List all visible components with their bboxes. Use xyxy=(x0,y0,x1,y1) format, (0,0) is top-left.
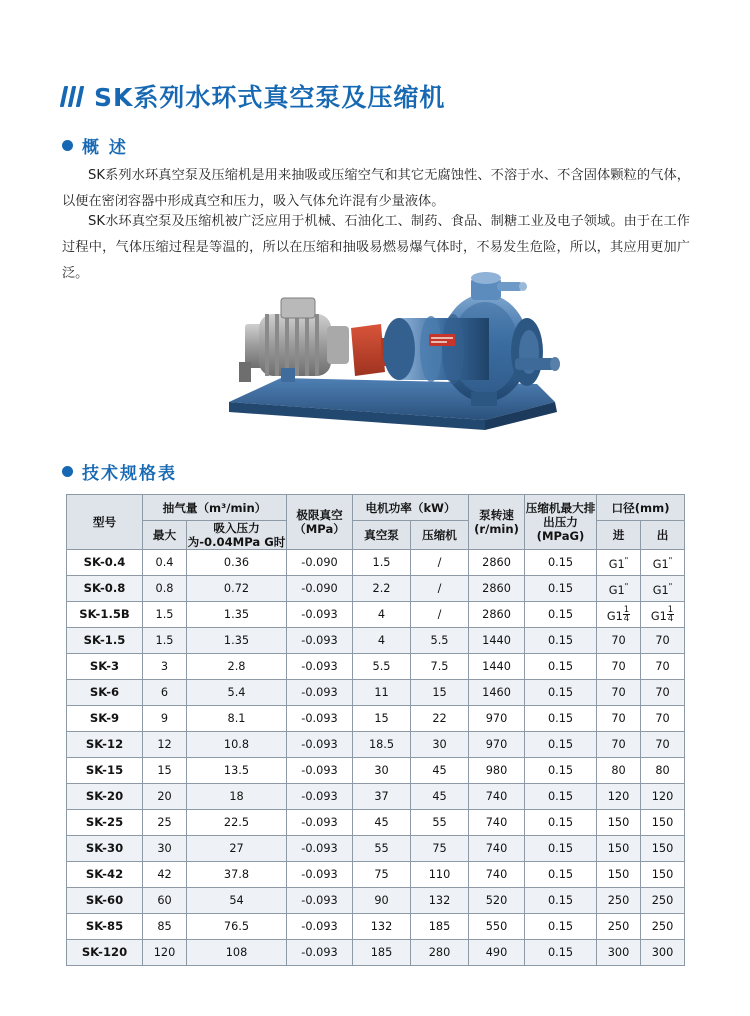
cell-compressor: 30 xyxy=(411,732,469,758)
cell-vacuum-pump: 15 xyxy=(353,706,411,732)
header-group-bore: 口径(mm) xyxy=(597,495,685,521)
cell-inlet-bore: 70 xyxy=(597,628,641,654)
cell-max: 1.5 xyxy=(143,602,187,628)
cell-ultimate-vacuum: -0.093 xyxy=(287,940,353,966)
header-inlet-pressure: 吸入压力 为-0.04MPa G时 xyxy=(187,521,286,549)
header-max-discharge: 压缩机最大排 出压力 (MPaG) xyxy=(525,495,597,550)
header-max: 最大 xyxy=(143,521,187,550)
cell-speed: 980 xyxy=(469,758,525,784)
cell-inlet-pressure: 1.35 xyxy=(187,602,287,628)
cell-max-discharge: 0.15 xyxy=(525,628,597,654)
cell-outlet-bore: 70 xyxy=(641,732,685,758)
cell-inlet-pressure: 27 xyxy=(187,836,287,862)
header-inlet-bore: 进 xyxy=(597,521,641,550)
cell-compressor: / xyxy=(411,550,469,576)
cell-vacuum-pump: 18.5 xyxy=(353,732,411,758)
cell-inlet-bore: 70 xyxy=(597,654,641,680)
cell-speed: 1440 xyxy=(469,654,525,680)
cell-inlet-pressure: 13.5 xyxy=(187,758,287,784)
table-row xyxy=(67,810,685,836)
cell-compressor: 15 xyxy=(411,680,469,706)
cell-model: SK-42 xyxy=(67,862,143,888)
section-heading-overview xyxy=(62,133,128,158)
header-outlet-bore: 出 xyxy=(641,521,685,550)
cell-ultimate-vacuum: -0.093 xyxy=(287,836,353,862)
cell-inlet-pressure: 8.1 xyxy=(187,706,287,732)
table-row xyxy=(67,862,685,888)
table-row xyxy=(67,602,685,628)
cell-inlet-bore: 150 xyxy=(597,810,641,836)
cell-max-discharge: 0.15 xyxy=(525,914,597,940)
table-row xyxy=(67,888,685,914)
cell-inlet-pressure: 37.8 xyxy=(187,862,287,888)
cell-outlet-bore: 250 xyxy=(641,914,685,940)
section-heading-specs-text: 技术规格表 xyxy=(82,464,177,484)
table-row xyxy=(67,784,685,810)
cell-ultimate-vacuum: -0.093 xyxy=(287,862,353,888)
cell-ultimate-vacuum: -0.093 xyxy=(287,810,353,836)
cell-ultimate-vacuum: -0.093 xyxy=(287,758,353,784)
cell-max-discharge: 0.15 xyxy=(525,602,597,628)
cell-max-discharge: 0.15 xyxy=(525,888,597,914)
section-heading-overview-text: 概 述 xyxy=(82,138,128,158)
cell-ultimate-vacuum: -0.093 xyxy=(287,628,353,654)
cell-compressor: / xyxy=(411,576,469,602)
cell-speed: 520 xyxy=(469,888,525,914)
cell-speed: 2860 xyxy=(469,602,525,628)
cell-max: 0.4 xyxy=(143,550,187,576)
cell-max: 9 xyxy=(143,706,187,732)
cell-speed: 970 xyxy=(469,732,525,758)
cell-outlet-bore: G1" xyxy=(641,576,685,602)
cell-max-discharge: 0.15 xyxy=(525,758,597,784)
cell-ultimate-vacuum: -0.093 xyxy=(287,602,353,628)
cell-inlet-pressure: 108 xyxy=(187,940,287,966)
cell-model: SK-20 xyxy=(67,784,143,810)
cell-ultimate-vacuum: -0.093 xyxy=(287,732,353,758)
cell-inlet-bore: 150 xyxy=(597,836,641,862)
cell-compressor: 22 xyxy=(411,706,469,732)
cell-model: SK-25 xyxy=(67,810,143,836)
table-row xyxy=(67,550,685,576)
table-row xyxy=(67,836,685,862)
table-row xyxy=(67,706,685,732)
cell-max: 85 xyxy=(143,914,187,940)
cell-ultimate-vacuum: -0.093 xyxy=(287,784,353,810)
table-body xyxy=(67,550,685,966)
cell-max-discharge: 0.15 xyxy=(525,940,597,966)
cell-max-discharge: 0.15 xyxy=(525,810,597,836)
cell-inlet-pressure: 22.5 xyxy=(187,810,287,836)
cell-compressor: / xyxy=(411,602,469,628)
cell-model: SK-120 xyxy=(67,940,143,966)
cell-outlet-bore: 300 xyxy=(641,940,685,966)
cell-max: 42 xyxy=(143,862,187,888)
cell-max: 60 xyxy=(143,888,187,914)
table-row xyxy=(67,576,685,602)
cell-max-discharge: 0.15 xyxy=(525,732,597,758)
cell-model: SK-1.5 xyxy=(67,628,143,654)
cell-vacuum-pump: 55 xyxy=(353,836,411,862)
cell-ultimate-vacuum: -0.090 xyxy=(287,576,353,602)
page-title xyxy=(62,78,445,114)
cell-inlet-bore: 250 xyxy=(597,914,641,940)
cell-inlet-bore: G1" xyxy=(597,550,641,576)
table-header xyxy=(67,495,685,550)
cell-vacuum-pump: 30 xyxy=(353,758,411,784)
cell-vacuum-pump: 11 xyxy=(353,680,411,706)
double-chevron-icon xyxy=(60,86,88,107)
cell-max: 30 xyxy=(143,836,187,862)
cell-compressor: 7.5 xyxy=(411,654,469,680)
cell-compressor: 280 xyxy=(411,940,469,966)
cell-model: SK-3 xyxy=(67,654,143,680)
cell-inlet-bore: 250 xyxy=(597,888,641,914)
cell-inlet-bore: G1" xyxy=(597,576,641,602)
header-group-suction: 抽气量（m³/min） xyxy=(143,495,287,521)
cell-outlet-bore: 80 xyxy=(641,758,685,784)
cell-max-discharge: 0.15 xyxy=(525,680,597,706)
cell-max-discharge: 0.15 xyxy=(525,706,597,732)
cell-max-discharge: 0.15 xyxy=(525,784,597,810)
table-row xyxy=(67,940,685,966)
cell-inlet-pressure: 5.4 xyxy=(187,680,287,706)
cell-inlet-bore: 120 xyxy=(597,784,641,810)
cell-inlet-pressure: 18 xyxy=(187,784,287,810)
cell-outlet-bore: 120 xyxy=(641,784,685,810)
bullet-icon xyxy=(62,140,73,151)
table-row xyxy=(67,732,685,758)
cell-vacuum-pump: 45 xyxy=(353,810,411,836)
header-compressor: 压缩机 xyxy=(411,521,469,550)
cell-max: 1.5 xyxy=(143,628,187,654)
cell-model: SK-0.4 xyxy=(67,550,143,576)
table-header-row-1 xyxy=(67,495,685,521)
cell-compressor: 55 xyxy=(411,810,469,836)
cell-compressor: 5.5 xyxy=(411,628,469,654)
cell-model: SK-9 xyxy=(67,706,143,732)
cell-inlet-bore: 70 xyxy=(597,732,641,758)
cell-vacuum-pump: 37 xyxy=(353,784,411,810)
overview-paragraph-1: SK系列水环真空泵及压缩机是用来抽吸或压缩空气和其它无腐蚀性、不溶于水、不含固体颗粒的气体，以便在密闭容器中形成真空和压力，吸入气体允许混有少量液体。 xyxy=(62,168,690,209)
cell-compressor: 185 xyxy=(411,914,469,940)
cell-max-discharge: 0.15 xyxy=(525,862,597,888)
cell-model: SK-0.8 xyxy=(67,576,143,602)
cell-compressor: 110 xyxy=(411,862,469,888)
header-group-power: 电机功率（kW） xyxy=(353,495,469,521)
cell-vacuum-pump: 4 xyxy=(353,628,411,654)
cell-inlet-pressure: 0.72 xyxy=(187,576,287,602)
cell-outlet-bore: G1" xyxy=(641,550,685,576)
cell-inlet-bore: G1 $\frac{1}{4}$ xyxy=(597,602,641,628)
cell-outlet-bore: 70 xyxy=(641,654,685,680)
cell-speed: 2860 xyxy=(469,550,525,576)
cell-compressor: 45 xyxy=(411,784,469,810)
cell-speed: 2860 xyxy=(469,576,525,602)
cell-speed: 970 xyxy=(469,706,525,732)
cell-model: SK-85 xyxy=(67,914,143,940)
cell-max: 0.8 xyxy=(143,576,187,602)
cell-speed: 490 xyxy=(469,940,525,966)
cell-vacuum-pump: 1.5 xyxy=(353,550,411,576)
spec-table xyxy=(66,494,685,966)
cell-ultimate-vacuum: -0.090 xyxy=(287,550,353,576)
cell-ultimate-vacuum: -0.093 xyxy=(287,914,353,940)
cell-vacuum-pump: 2.2 xyxy=(353,576,411,602)
cell-vacuum-pump: 4 xyxy=(353,602,411,628)
bullet-icon xyxy=(62,466,73,477)
cell-outlet-bore: 70 xyxy=(641,706,685,732)
cell-vacuum-pump: 90 xyxy=(353,888,411,914)
cell-inlet-pressure: 1.35 xyxy=(187,628,287,654)
cell-inlet-bore: 70 xyxy=(597,680,641,706)
cell-model: SK-15 xyxy=(67,758,143,784)
cell-vacuum-pump: 132 xyxy=(353,914,411,940)
cell-inlet-bore: 150 xyxy=(597,862,641,888)
header-ultimate-vacuum: 极限真空 （MPa） xyxy=(287,495,353,550)
cell-speed: 1460 xyxy=(469,680,525,706)
cell-max-discharge: 0.15 xyxy=(525,576,597,602)
cell-model: SK-30 xyxy=(67,836,143,862)
header-model: 型号 xyxy=(67,495,143,550)
cell-max-discharge: 0.15 xyxy=(525,550,597,576)
table-row xyxy=(67,680,685,706)
cell-vacuum-pump: 185 xyxy=(353,940,411,966)
cell-max: 12 xyxy=(143,732,187,758)
cell-model: SK-1.5B xyxy=(67,602,143,628)
cell-speed: 740 xyxy=(469,784,525,810)
product-image xyxy=(185,252,585,442)
cell-inlet-pressure: 0.36 xyxy=(187,550,287,576)
table-row xyxy=(67,628,685,654)
cell-model: SK-60 xyxy=(67,888,143,914)
table-row xyxy=(67,654,685,680)
cell-speed: 550 xyxy=(469,914,525,940)
cell-inlet-bore: 70 xyxy=(597,706,641,732)
cell-outlet-bore: 150 xyxy=(641,810,685,836)
cell-ultimate-vacuum: -0.093 xyxy=(287,680,353,706)
cell-compressor: 132 xyxy=(411,888,469,914)
table-row xyxy=(67,914,685,940)
cell-speed: 1440 xyxy=(469,628,525,654)
cell-ultimate-vacuum: -0.093 xyxy=(287,888,353,914)
cell-inlet-pressure: 2.8 xyxy=(187,654,287,680)
cell-outlet-bore: 150 xyxy=(641,836,685,862)
cell-ultimate-vacuum: -0.093 xyxy=(287,654,353,680)
cell-inlet-pressure: 76.5 xyxy=(187,914,287,940)
cell-inlet-bore: 300 xyxy=(597,940,641,966)
cell-ultimate-vacuum: -0.093 xyxy=(287,706,353,732)
cell-outlet-bore: 70 xyxy=(641,680,685,706)
cell-inlet-pressure: 10.8 xyxy=(187,732,287,758)
cell-max: 6 xyxy=(143,680,187,706)
cell-speed: 740 xyxy=(469,836,525,862)
cell-model: SK-6 xyxy=(67,680,143,706)
cell-compressor: 45 xyxy=(411,758,469,784)
cell-speed: 740 xyxy=(469,810,525,836)
header-speed: 泵转速 (r/min) xyxy=(469,495,525,550)
cell-vacuum-pump: 5.5 xyxy=(353,654,411,680)
cell-max-discharge: 0.15 xyxy=(525,836,597,862)
cell-max: 20 xyxy=(143,784,187,810)
cell-outlet-bore: G1 $\frac{1}{4}$ xyxy=(641,602,685,628)
cell-max: 15 xyxy=(143,758,187,784)
cell-max: 25 xyxy=(143,810,187,836)
cell-max: 120 xyxy=(143,940,187,966)
cell-compressor: 75 xyxy=(411,836,469,862)
cell-inlet-bore: 80 xyxy=(597,758,641,784)
cell-outlet-bore: 250 xyxy=(641,888,685,914)
section-heading-specs xyxy=(62,459,177,484)
page-title-text: SK系列水环式真空泵及压缩机 xyxy=(94,83,446,112)
cell-max-discharge: 0.15 xyxy=(525,654,597,680)
cell-model: SK-12 xyxy=(67,732,143,758)
cell-outlet-bore: 70 xyxy=(641,628,685,654)
cell-outlet-bore: 150 xyxy=(641,862,685,888)
cell-speed: 740 xyxy=(469,862,525,888)
overview-paragraph-2: SK水环真空泵及压缩机被广泛应用于机械、石油化工、制药、食品、制糖工业及电子领域。由于在工作过程中，气体压缩过程是等温的，所以在压缩和抽吸易燃易爆气体时，不易发生危险，所以，其应用更加广泛。 xyxy=(62,214,690,281)
cell-vacuum-pump: 75 xyxy=(353,862,411,888)
header-vacuum-pump: 真空泵 xyxy=(353,521,411,550)
cell-inlet-pressure: 54 xyxy=(187,888,287,914)
cell-max: 3 xyxy=(143,654,187,680)
spec-table-container xyxy=(66,494,684,966)
table-row xyxy=(67,758,685,784)
